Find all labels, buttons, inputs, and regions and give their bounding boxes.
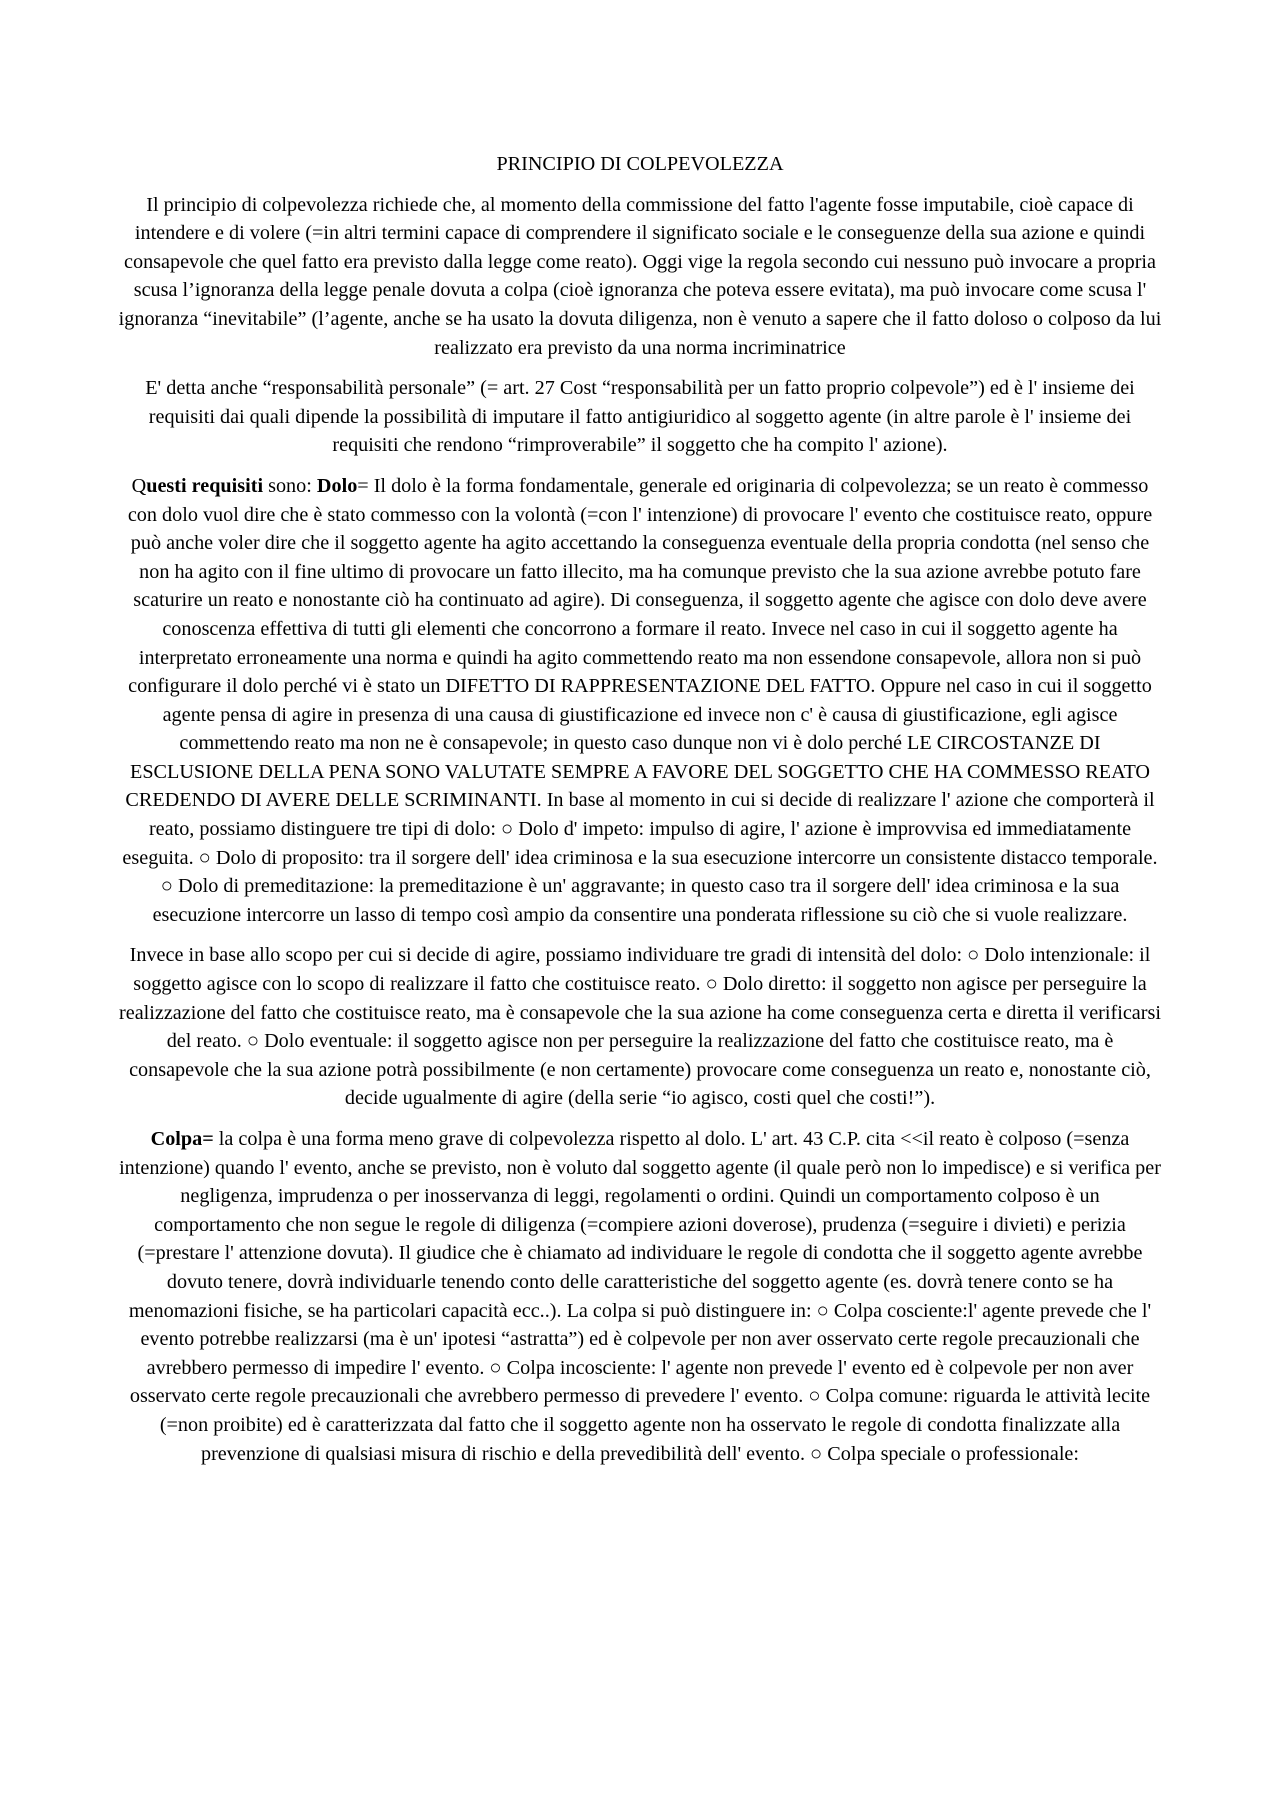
page-title: PRINCIPIO DI COLPEVOLEZZA <box>496 153 784 175</box>
dolo-text: = Il dolo è la forma fondamentale, generale ed originaria di colpevolezza; se un reato è commesso con dolo vuol dire che è stato commesso con la volontà (=con l' intenzione) di provocare l' evento che costituisce reato, oppure può anche voler dire che il soggetto agente ha agito accettando la conseguenza eventuale della propria condotta (nel senso che non ha agito con il fine ultimo di provocare un fatto illecito, ma ha comunque previsto che la sua azione avrebbe potuto fare scaturire un reato e nonostante ciò ha continuato ad agire). Di conseguenza, il soggetto agente che agisce con dolo deve avere conoscenza effettiva di tutti gli elementi che concorrono a formare il reato. Invece nel caso in cui il soggetto agente ha interpretato erroneamente una norma e quindi ha agito commettendo reato ma non essendone consapevole, allora non si può configurare il dolo perché vi è stato un DIFETTO DI RAPPRESENTAZIONE DEL FATTO. Oppure nel caso in cui il soggetto agente pensa di agire in presenza di una causa di giustificazione ed invece non c' è causa di giustificazione, egli agisce commettendo reato ma non ne è consapevole; in questo caso dunque non vi è dolo perché LE CIRCOSTANZE DI ESCLUSIONE DELLA PENA SONO VALUTATE SEMPRE A FAVORE DEL SOGGETTO CHE HA COMMESSO REATO CREDENDO DI AVERE DELLE SCRIMINANTI. In base al momento in cui si decide di realizzare l' azione che comporterà il reato, possiamo distinguere tre tipi di dolo: ○ Dolo d' impeto: impulso di agire, l' azione è improvvisa ed immediatamente eseguita. ○ Dolo di proposito: tra il sorgere dell' idea criminosa e la sua esecuzione intercorre un consistente distacco temporale. ○ Dolo di premeditazione: la premeditazione è un' aggravante; in questo caso tra il sorgere dell' idea criminosa e la sua esecuzione intercorre un lasso di tempo così ampio da consentire una ponderata riflessione su ciò che si vuole realizzare. <box>122 474 1158 926</box>
paragraph-imputabilita: Il principio di colpevolezza richiede che, al momento della commissione del fatto l'agente fosse imputabile, cioè capace di intendere e di volere (=in altri termini capace di comprendere il significato sociale e le conseguenze della sua azione e quindi consapevole che quel fatto era previsto dalla legge come reato). Oggi vige la regola secondo cui nessuno può invocare a propria scusa l’ignoranza della legge penale dovuta a colpa (cioè ignoranza che poteva essere evitata), ma può invocare come scusa l' ignoranza “inevitabile” (l’agente, anche se ha usato la dovuta diligenza, non è venuto a sapere che il fatto doloso o colposo da lui realizzato era previsto da una norma incriminatrice <box>118 193 1162 359</box>
paragraph-responsabilita-personale: E' detta anche “responsabilità personale” (= art. 27 Cost “responsabilità per un fatto proprio colpevole”) ed è l' insieme dei requisiti dai quali dipende la possibilità di imputare il fatto antigiuridico al soggetto agente (in altre parole è l' insieme dei requisiti che rendono “rimproverabile” il soggetto che ha compito l' azione). <box>145 377 1135 457</box>
paragraph-colpa <box>118 1125 1162 1468</box>
paragraph-dolo <box>118 472 1162 930</box>
document-page <box>118 150 1162 1480</box>
colpa-text: la colpa è una forma meno grave di colpevolezza rispetto al dolo. L' art. 43 C.P. cita <<il reato è colposo (=senza intenzione) quando l' evento, anche se previsto, non è voluto dal soggetto agente (il quale però non lo impedisce) e si verifica per negligenza, imprudenza o per inosservanza di leggi, regolamenti o ordini. Quindi un comportamento colposo è un comportamento che non segue le regole di diligenza (=compiere azioni doverose), prudenza (=seguire i divieti) e perizia (=prestare l' attenzione dovuta). Il giudice che è chiamato ad individuare le regole di condotta che il soggetto agente avrebbe dovuto tenere, dovrà individuarle tenendo conto delle caratteristiche del soggetto agente (es. dovrà tenere conto se ha menomazioni fisiche, se ha particolari capacità ecc..). La colpa si può distinguere in: ○ Colpa cosciente:l' agente prevede che l' evento potrebbe realizzarsi (ma è un' ipotesi “astratta”) ed è colpevole per non aver osservato certe regole precauzionali che avrebbero permesso di impedire l' evento. ○ Colpa incosciente: l' agente non prevede l' evento ed è colpevole per non aver osservato certe regole precauzionali che avrebbero permesso di prevedere l' evento. ○ Colpa comune: riguarda le attività lecite (=non proibite) ed è caratterizzata dal fatto che il soggetto agente non ha osservato le regole di condotta finalizzate alla prevenzione di qualsiasi misura di rischio e della prevedibilità dell' evento. ○ Colpa speciale o professionale: <box>119 1128 1161 1465</box>
paragraph-gradi-dolo: Invece in base allo scopo per cui si decide di agire, possiamo individuare tre gradi di intensità del dolo: ○ Dolo intenzionale: il soggetto agisce con lo scopo di realizzare il fatto che costituisce reato. ○ Dolo diretto: il soggetto non agisce per perseguire la realizzazione del fatto che costituisce reato, ma è consapevole che la sua azione ha come conseguenza certa e diretta il verificarsi del reato. ○ Dolo eventuale: il soggetto agisce non per perseguire la realizzazione del fatto che costituisce reato, ma è consapevole che la sua azione potrà possibilmente (e non certamente) provocare come conseguenza un reato e, nonostante ciò, decide ugualmente di agire (della serie “io agisco, costi quel che costi!”). <box>119 944 1161 1110</box>
requisiti-connector: sono: <box>263 474 317 497</box>
requisiti-lead-letter: Q <box>131 474 147 497</box>
requisiti-heading: uesti requisiti <box>146 474 264 497</box>
dolo-label: Dolo <box>316 474 358 497</box>
colpa-label: Colpa= <box>150 1128 214 1150</box>
